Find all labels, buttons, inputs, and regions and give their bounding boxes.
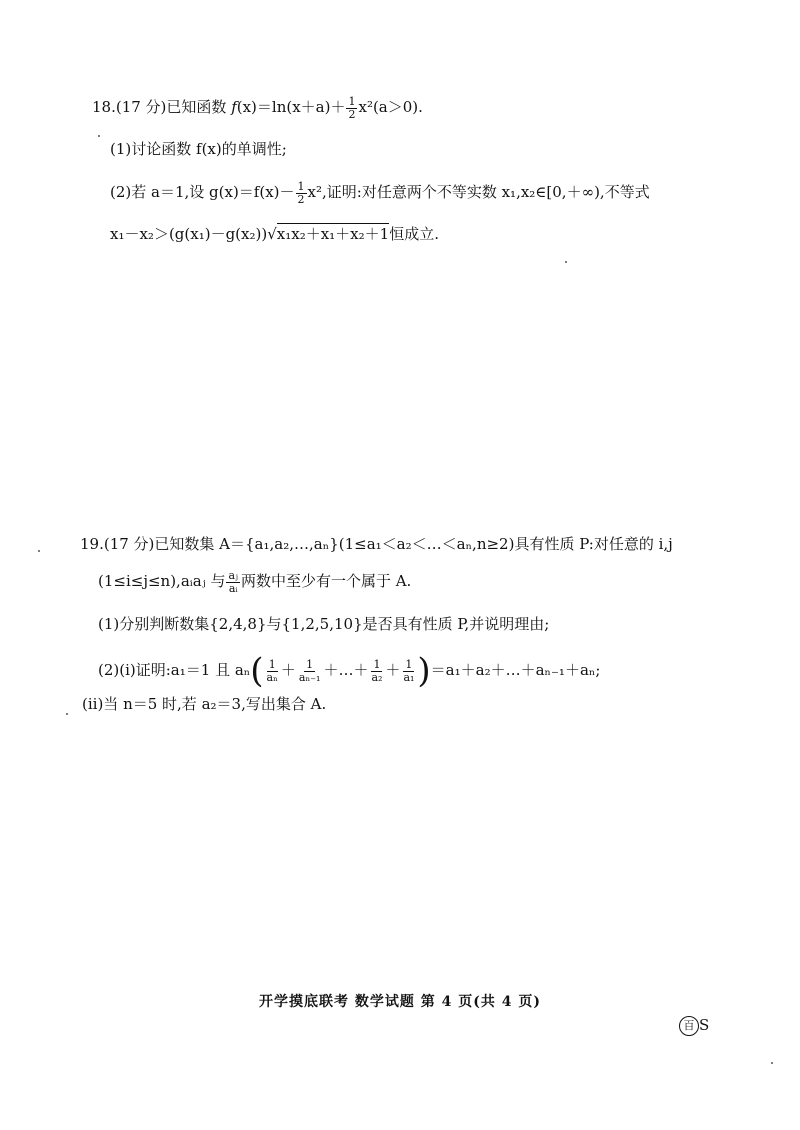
q19-part1 [98, 617, 549, 632]
frac-den: 2 [348, 107, 356, 121]
q18-part2-inequality [110, 227, 439, 242]
q18-stem-end: x²(a＞0). [358, 98, 423, 117]
scan-speck [98, 135, 100, 137]
scan-speck [66, 713, 68, 715]
frac-num: 1 [348, 95, 356, 108]
q18-part1 [110, 142, 287, 157]
frac-den: a₁ [403, 670, 415, 684]
q18-stem-f: f [231, 98, 237, 117]
frac-den: aₙ [266, 670, 278, 684]
frac-num: 1 [405, 657, 413, 671]
q19-condition-text-b: 两数中至少有一个属于 A. [240, 572, 412, 591]
q19-fraction-2 [297, 659, 323, 683]
q18-part2-text-b: x²,证明:对任意两个不等实数 x₁,x₂∈[0,＋∞),不等式 [307, 183, 650, 202]
q19-stem [80, 537, 673, 552]
frac-den: aₙ₋₁ [298, 670, 321, 684]
q18-half-fraction [346, 96, 357, 120]
q19-fraction-4 [401, 659, 416, 683]
frac-num: 1 [373, 657, 381, 671]
frac-den: aᵢ [228, 581, 238, 595]
frac-num: aⱼ [228, 569, 238, 582]
frac-num: 1 [268, 657, 276, 671]
page-footer: 开学摸底联考 数学试题 第 4 页(共 4 页) [259, 994, 541, 1010]
q18-part2-text-a: (2)若 a＝1,设 g(x)＝f(x)－ [110, 183, 295, 202]
frac-den: 2 [297, 192, 305, 206]
q18-stem-text: 18.(17 分)已知函数 [92, 98, 232, 117]
q18-stem [92, 96, 423, 120]
q19-fraction-1 [265, 659, 280, 683]
frac-den: a₂ [371, 670, 383, 684]
q19-part2ii-text: (ⅱ)当 n＝5 时,若 a₂＝3,写出集合 A. [82, 695, 327, 713]
scan-speck [565, 261, 567, 263]
q19-condition-text-a: (1≤i≤j≤n),aᵢaⱼ 与 [98, 572, 226, 591]
q19-stem-text: 19.(17 分)已知数集 A＝{a₁,a₂,…,aₙ}(1≤a₁＜a₂＜…＜aₙ,n≥2)具有性质 P:对任意的 i,j [80, 535, 673, 553]
q18-part1-text: (1)讨论函数 f(x)的单调性; [110, 140, 287, 158]
q19-ratio-fraction [226, 570, 239, 594]
right-paren: ) [417, 651, 431, 691]
q18-inequality-end: 恒成立. [389, 225, 439, 243]
q19-part2i-text-a: (2)(ⅰ)证明:a₁＝1 且 aₙ [98, 661, 251, 679]
q18-inequality-lhs: x₁－x₂＞(g(x₁)－g(x₂))√ [110, 225, 277, 243]
frac-num: 1 [297, 180, 305, 193]
frac-num: 1 [306, 657, 314, 671]
q18-sqrt-radicand: x₁x₂＋x₁＋x₂＋1 [276, 225, 390, 243]
corner-mark [679, 1016, 709, 1036]
circled-mark-icon: 百 [679, 1016, 699, 1036]
q19-fraction-3 [369, 659, 384, 683]
scan-speck [771, 1062, 773, 1064]
q19-part2ii [82, 697, 326, 712]
q19-part1-text: (1)分别判断数集{2,4,8}与{1,2,5,10}是否具有性质 P,并说明理由; [98, 615, 550, 633]
left-paren: ( [250, 651, 264, 691]
q19-condition [98, 570, 411, 594]
q18-part2-half-fraction [296, 181, 307, 205]
q19-part2i-text-b: ＝a₁＋a₂＋…＋aₙ₋₁＋aₙ; [430, 661, 601, 679]
q18-stem-fx: (x)＝ln(x＋a)＋ [236, 98, 346, 117]
corner-mark-letter: S [699, 1016, 710, 1034]
scan-speck [38, 550, 40, 552]
q18-part2 [110, 181, 650, 205]
q19-ellipsis: ＋…＋ [323, 661, 369, 679]
q19-part2i: (2)(ⅰ)证明:a₁＝1 且 aₙ( $\frac{1}{\text{aₙ}}$ ＋ $\frac{1}{\text{aₙ₋₁}}$ ＋…＋ $\frac{1}{\text{a₂}}$ ＋ $\frac{1}{\text{a₁}}$ )＝a₁＋a₂＋…＋aₙ₋₁＋aₙ; [98, 651, 601, 691]
